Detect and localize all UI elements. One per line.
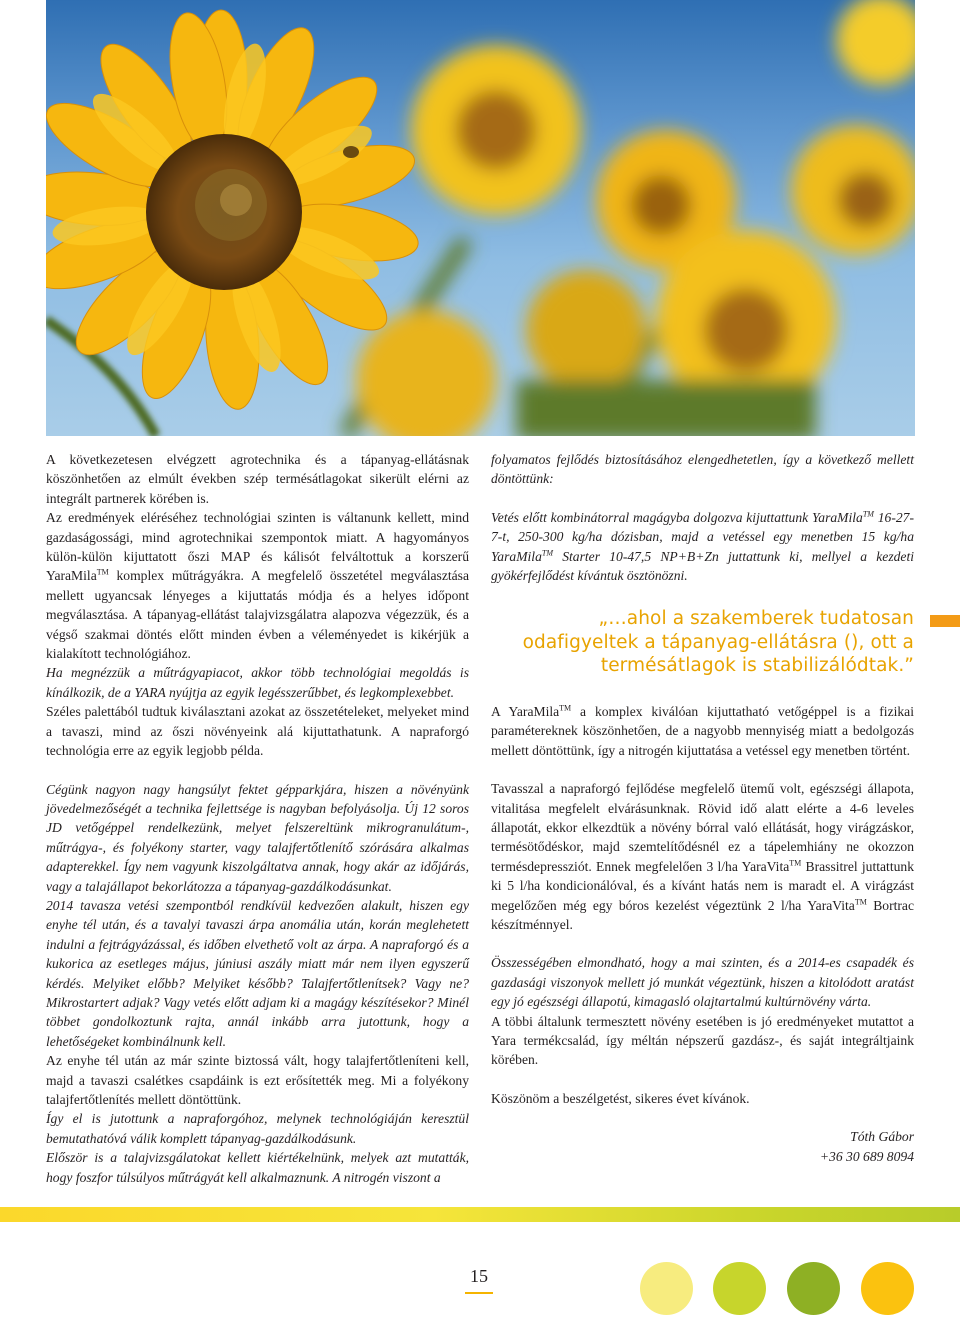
quote-accent-bar: [930, 615, 960, 627]
text-span: 16-27-7-t, 250-300 kg/ha dózisban, majd a vetéssel egy menetben 15 kg/ha YaraMila: [491, 509, 914, 564]
paragraph: [491, 702, 914, 760]
signature-name: Tóth Gábor: [850, 1129, 914, 1145]
text-span: Tavasszal a napraforgó fejlődése megfelelő ütemű volt, egészségi állapota, vitalitása megfelelt elvárásunknak. Rövid idő alatt elérte a 4-6 leveles állapotát, ekkor elkezdtük a növény bórral való ellátását, hogy virágzáskor, termésötődéskor, majd szemtelítődésnél ez a tápelemhiány ne okozzon termésdepressziót. Ennek megfelelően 3 l/ha YaraVita: [491, 781, 914, 874]
text-span: A YaraMila: [491, 703, 560, 719]
trademark: TM: [541, 548, 553, 558]
paragraph: [46, 508, 469, 663]
text-span: a komplex kiválóan kijuttatható vetőgéppel is a fizikai paramétereknek köszönhetően, de a nagyobb mennyiség miatt a bedolgozás mellett döntöttünk, így a nitrogén kijuttatása a vetéssel egy menetben történt.: [491, 703, 914, 758]
paragraph: Köszönöm a beszélgetést, sikeres évet kívánok.: [491, 1090, 750, 1106]
left-column: [46, 450, 469, 1187]
trademark: TM: [854, 897, 867, 907]
decor-circle-3: [787, 1262, 840, 1315]
paragraph: Ha megnézzük a műtrágyapiacot, akkor több technológiai megoldás is kínálkozik, de a YARA nyújtja az egyik legésszerűbbet, és legkomplexebbet.: [46, 665, 469, 700]
paragraph: folyamatos fejlődés biztosításához elengedhetetlen, így a következő mellett döntöttünk:: [491, 452, 914, 487]
paragraph: Először is a talajvizsgálatokat kellett kiértékelnünk, melyek azt mutatták, hogy foszfor túlsúlyos műtrágyát kell alkalmaznunk. A nitrogén viszont a: [46, 1150, 469, 1185]
paragraph: 2014 tavasza vetési szempontból rendkívül kedvezően alakult, hiszen egy enyhe tél után, és a tavalyi tavaszi árpa anomália után, korán meglehetett indulni a fejtrágyázással, és időben elvethető volt az árpa. A napraforgó és a kukorica az esetleges május, júniusi aszály miatt már nem ilyen egyszerű kérdés. Melyiket előbb? Melyiket később? Talajfertőtlenítsek? Vagy ne? Mikrostartert adjak? Vagy vetés előtt adjam ki a magágy készítésekor? Minél többet gondolkoztunk rajta, annál inkább arra jutottunk, hogy a lehetőségeket kombinálnunk kell.: [46, 897, 469, 1049]
paragraph: A következetesen elvégzett agrotechnika és a tápanyag-ellátásnak köszönhetően az elmúlt években szép termésátlagokat sikerült elérni az integrált partnerek körében is.: [46, 452, 469, 506]
trademark: TM: [789, 858, 802, 868]
paragraph: A többi általunk termesztett növény esetében is jó eredményeket mutattot a Yara termékcsalád, így méltán népszerű gazdász-, és saját integráltjaink körében.: [491, 1013, 914, 1068]
signature-phone: +36 30 689 8094: [819, 1148, 914, 1164]
sunflower-photo-icon: [46, 0, 915, 436]
trademark: TM: [862, 509, 874, 519]
paragraph: Széles palettából tudtuk kiválasztani azokat az összetételeket, melyeket mind a tavaszi, mind az őszi növényeink alá kijuttathatunk. A napraforgó technológia erre az egyik legjobb példa.: [46, 704, 469, 759]
paragraph: Így el is jutottunk a napraforgóhoz, melynek technológiáján keresztül bemutathatóvá válik komplett tápanyag-gazdálkodásunk.: [46, 1111, 469, 1146]
paragraph: Cégünk nagyon nagy hangsúlyt fektet gépparkjára, hiszen a növényünk jövedelmezőségét a technika fejlettsége is nagyban befolyásolja. Új 12 soros JD vetőgéppel rendelkezünk, melyet felszereltünk mikrogranulátum-, műtrágya-, és folyékony starter, vagy talajfertőtlenítő szórására alkalmas adapterekkel. Így nem vagyunk kiszolgáltatva annak, hogy akár az időjárás, vagy a talajállapot bekorlátozza a tápanyag-gazdálkodásunkat.: [46, 781, 469, 894]
text-span: Starter 10-47,5 NP+B+Zn juttattunk ki, mellyel a kezdeti gyökérfejlődést kívántuk ösztönözni.: [491, 548, 914, 584]
page-number: 15: [470, 1266, 488, 1286]
text-span: Brassitrel juttattunk ki 5 l/ha kondicionálóval, és a kívánt hatás nem is maradt el. A virágzást megelőzően még egy bóros kezelést végeztünk 2 l/ha YaraVita: [491, 858, 914, 913]
decor-circle-2: [713, 1262, 766, 1315]
paragraph: [491, 508, 914, 586]
text-span: komplex műtrágyákra. A megfelelő összetétel megválasztása mellett ugyancsak lényeges a kijuttatás módja és a helyes időpont megválasztása. A tápanyag-ellátást talajvizsgálatra alapozva végezzük, és a végső szakmai döntés előtt minden évben a véleményedet is kikérjük a kialakított technológiához.: [46, 568, 469, 662]
right-column: [491, 450, 914, 1166]
footer-color-bar: [0, 1207, 960, 1222]
sunflower-photo: [46, 0, 915, 436]
paragraph: [491, 779, 914, 934]
trademark: TM: [96, 567, 109, 577]
text-span: Vetés előtt kombinátorral magágyba dolgozva kijuttattunk YaraMila: [491, 509, 863, 525]
trademark: TM: [559, 703, 572, 713]
decor-circle-4: [861, 1262, 914, 1315]
pull-quote: „…ahol a szakemberek tudatosan odafigyeltek a tápanyag-ellátásra (), ott a termésátlagok is stabilizálódtak.”: [522, 608, 914, 677]
decor-circle-1: [640, 1262, 693, 1315]
text-span: Az eredmények eléréséhez technológiai szinten is váltanunk kellett, mind gazdaságossági, mind agrotechnikai szempontok miatt. A hagyományos külön-külön kijuttatott őszi MAP és kálisót felváltottuk a korszerű YaraMila: [46, 510, 469, 584]
paragraph: Összességében elmondható, hogy a mai szinten, és a 2014-es csapadék és gazdasági viszonyok mellett jó munkát végeztünk, hiszen a kitolódott aratást egy jó egészségi állapotú, kimagasló olajtartalmú kultúrnövény várta.: [491, 955, 914, 1010]
text-span: Bortrac készítménnyel.: [491, 897, 914, 932]
page-number-underline: [465, 1292, 493, 1294]
paragraph: Az enyhe tél után az már szinte biztossá vált, hogy talajfertőtleníteni kell, majd a tavaszi csalétkes csapdáink is ezt erősítették meg. Mi a folyékony talajfertőtlenítés mellett döntöttünk.: [46, 1053, 469, 1107]
